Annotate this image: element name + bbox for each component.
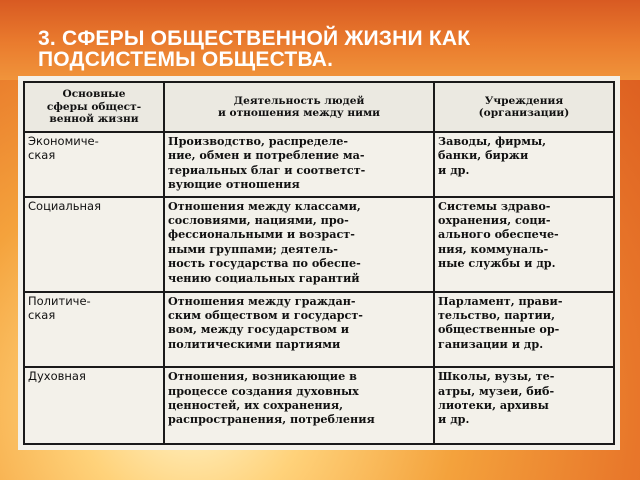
- sphere-cell: Политиче- ская: [24, 292, 164, 368]
- slide-title: 3. СФЕРЫ ОБЩЕСТВЕННОЙ ЖИЗНИ КАК ПОДСИСТЕМЫ ОБЩЕСТВА.: [38, 27, 471, 71]
- institutions-cell: Парламент, прави- тельство, партии, общественные ор- ганизации и др.: [434, 292, 614, 368]
- table-container: [18, 76, 620, 450]
- table-header-row: [24, 82, 614, 132]
- institutions-cell: Заводы, фирмы, банки, биржи и др.: [434, 132, 614, 197]
- table-row-political: [24, 292, 614, 368]
- institutions-cell: Системы здраво- охранения, соци- ального обеспече- ния, коммуналь- ные службы и др.: [434, 197, 614, 292]
- header-institutions: Учреждения (организации): [434, 82, 614, 132]
- activity-cell: Отношения между классами, сословиями, нациями, про- фессиональными и возраст- ными группами; деятель- ность государства по обеспе- чению социальных гарантий: [164, 197, 434, 292]
- header-sphere: Основные сферы общест- венной жизни: [24, 82, 164, 132]
- table-row-economic: [24, 132, 614, 197]
- sphere-cell: Духовная: [24, 367, 164, 444]
- sphere-cell: Экономиче- ская: [24, 132, 164, 197]
- activity-cell: Отношения между граждан- ским обществом и государст- вом, между государством и политическими партиями: [164, 292, 434, 368]
- table-row-social: [24, 197, 614, 292]
- table-row-spiritual: [24, 367, 614, 444]
- spheres-table: [23, 81, 615, 445]
- header-activity: Деятельность людей и отношения между ними: [164, 82, 434, 132]
- institutions-cell: Школы, вузы, те- атры, музеи, биб- лиотеки, архивы и др.: [434, 367, 614, 444]
- activity-cell: Отношения, возникающие в процессе создания духовных ценностей, их сохранения, распространения, потребления: [164, 367, 434, 444]
- sphere-cell: Социальная: [24, 197, 164, 292]
- activity-cell: Производство, распределе- ние, обмен и потребление ма- териальных благ и соответст- вующие отношения: [164, 132, 434, 197]
